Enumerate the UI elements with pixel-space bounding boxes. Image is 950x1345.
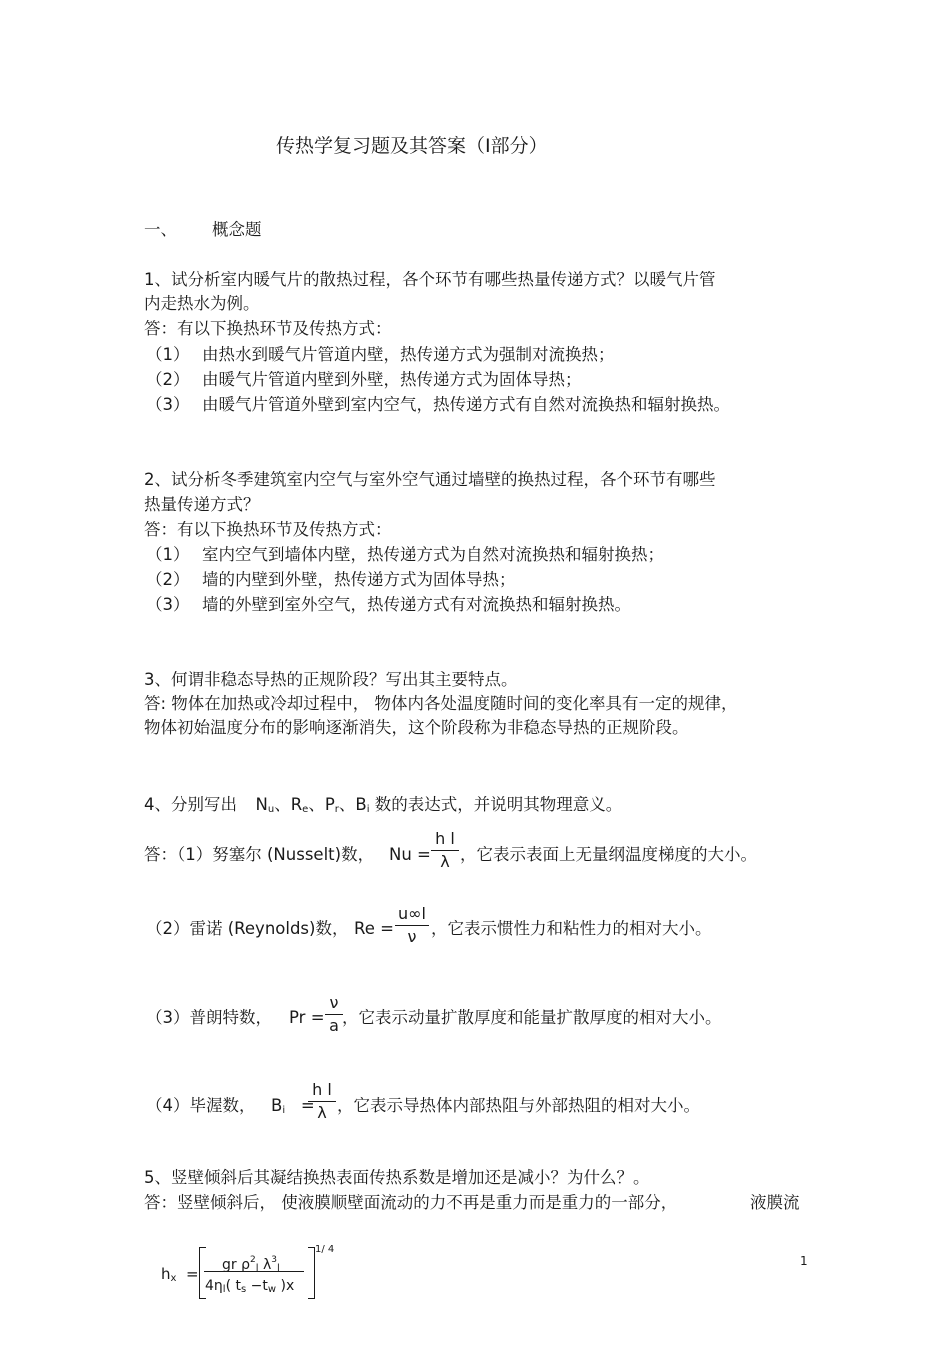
- hx-lhs: $h_x$ =: [161, 1265, 199, 1284]
- q4-question-prefix: 4、分别写出: [144, 795, 237, 814]
- q1-item-number: （2）: [146, 370, 190, 389]
- formula-denominator: $4\eta_l$( $t_s -t_w$ )x: [205, 1278, 295, 1295]
- q2-item-text: 墙的内壁到外壁，热传递方式为固体导热；: [202, 570, 516, 589]
- page-number: 1: [800, 1254, 808, 1268]
- q4-answer4-description: ，它表示导热体内部热阻与外部热阻的相对大小。: [337, 1096, 700, 1115]
- q5-question: 5、竖壁倾斜后其凝结换热表面传热系数是增加还是减小？为什么？。: [144, 1168, 650, 1187]
- q2-item-text: 墙的外壁到室外空气，热传递方式有对流换热和辐射换热。: [202, 595, 631, 614]
- q4-question-suffix: 数的表达式，并说明其物理意义。: [374, 795, 623, 814]
- nusselt-lhs: Nu =: [389, 845, 431, 864]
- q4-answer2-prefix: （2）雷诺 (Reynolds)数，: [146, 919, 349, 938]
- prandtl-fraction: ν a: [325, 993, 343, 1036]
- q1-answer-intro: 答：有以下换热环节及传热方式：: [144, 319, 392, 338]
- q2-item-number: （2）: [146, 570, 190, 589]
- page-title: 传热学复习题及其答案（Ⅰ部分）: [276, 135, 548, 157]
- q3-answer-line1: 答: 物体在加热或冷却过程中， 物体内各处温度随时间的变化率具有一定的规律，: [144, 694, 738, 713]
- q1-question-line2: 内走热水为例。: [144, 294, 260, 313]
- q5-answer-line1: 答：竖壁倾斜后， 使液膜顺壁面流动的力不再是重力而是重力的一部分，: [144, 1193, 678, 1212]
- q2-item-number: （1）: [146, 545, 190, 564]
- q4-answer4-prefix: （4）毕渥数，: [146, 1096, 256, 1115]
- formula-numerator: gr $\rho^2_l$ $\lambda^3_l$: [222, 1255, 280, 1274]
- q4-answer1-description: ，它表示表面上无量纲温度梯度的大小。: [460, 845, 757, 864]
- formula-fraction-bar: [204, 1271, 304, 1272]
- right-bracket: [308, 1247, 315, 1299]
- section-number: 一、: [144, 220, 177, 239]
- section-heading: 概念题: [212, 220, 262, 239]
- q2-item-text: 室内空气到墙体内壁，热传递方式为自然对流换热和辐射换热；: [202, 545, 664, 564]
- reynolds-fraction: u∞l ν: [395, 904, 429, 947]
- nusselt-symbol: $N_u$、: [255, 795, 291, 815]
- biot-symbol: $B_i$: [355, 795, 370, 815]
- q4-answer2-description: ，它表示惯性力和粘性力的相对大小。: [431, 919, 712, 938]
- q5-answer-tail: 液膜流: [750, 1193, 800, 1212]
- q4-answer1-prefix: 答：（1）努塞尔 (Nusselt)数，: [144, 845, 375, 864]
- q4-question: [144, 795, 622, 820]
- q1-item-number: （1）: [146, 345, 190, 364]
- q3-question: 3、何谓非稳态导热的正规阶段？写出其主要特点。: [144, 670, 518, 689]
- biot-fraction: h l λ: [308, 1080, 336, 1123]
- q3-answer-line2: 物体初始温度分布的影响逐渐消失，这个阶段称为非稳态导热的正规阶段。: [144, 718, 689, 737]
- prandtl-symbol: $P_r$、: [324, 795, 356, 815]
- prandtl-lhs: Pr =: [289, 1008, 325, 1027]
- q1-item-text: 由暖气片管道外壁到室内空气，热传递方式有自然对流换热和辐射换热。: [202, 395, 730, 414]
- formula-exponent: 1/ 4: [315, 1244, 335, 1255]
- q1-question-line1: 1、试分析室内暖气片的散热过程，各个环节有哪些热量传递方式？以暖气片管: [144, 270, 716, 289]
- q2-question-line1: 2、试分析冬季建筑室内空气与室外空气通过墙壁的换热过程，各个环节有哪些: [144, 470, 716, 489]
- reynolds-symbol: $R_e$、: [290, 795, 325, 815]
- q1-item-text: 由暖气片管道内壁到外壁，热传递方式为固体导热；: [202, 370, 582, 389]
- nusselt-fraction: h l λ: [431, 829, 459, 872]
- q2-question-line2: 热量传递方式？: [144, 495, 260, 514]
- q4-answer3-description: ，它表示动量扩散厚度和能量扩散厚度的相对大小。: [342, 1008, 722, 1027]
- q1-item-text: 由热水到暖气片管道内壁，热传递方式为强制对流换热；: [202, 345, 615, 364]
- q2-answer-intro: 答：有以下换热环节及传热方式：: [144, 520, 392, 539]
- q2-item-number: （3）: [146, 595, 190, 614]
- reynolds-lhs: Re =: [354, 919, 394, 938]
- q1-item-number: （3）: [146, 395, 190, 414]
- q4-answer3-prefix: （3）普朗特数，: [146, 1008, 272, 1027]
- biot-lhs: $B_i$ =: [271, 1096, 315, 1116]
